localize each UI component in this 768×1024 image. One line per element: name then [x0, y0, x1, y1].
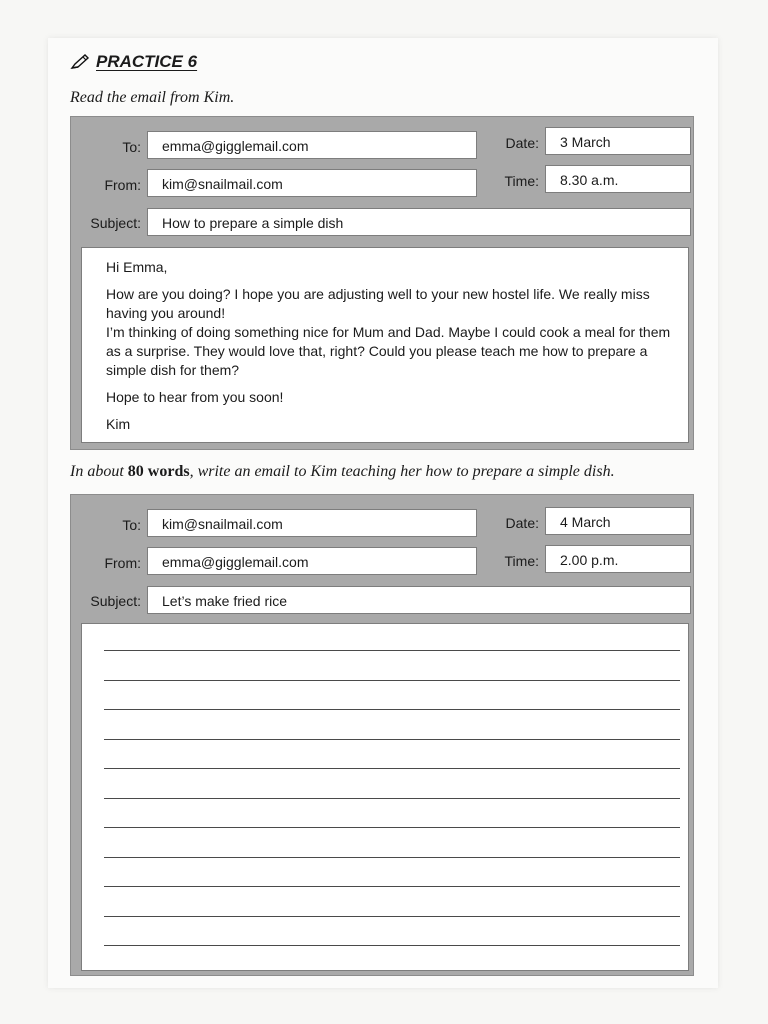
- date-label: Date:: [505, 135, 539, 151]
- word-count: 80 words: [127, 463, 190, 480]
- from-field: kim@snailmail.com: [147, 169, 477, 197]
- pencil-icon: [70, 53, 90, 71]
- from-label: From:: [104, 555, 141, 571]
- answer-line: [104, 680, 680, 681]
- answer-line: [104, 739, 680, 740]
- practice-title: PRACTICE 6: [96, 52, 198, 71]
- email-kim-panel: [70, 116, 694, 450]
- answer-line: [104, 827, 680, 828]
- instruction-write: [70, 463, 615, 481]
- instruction-read: Read the email from Kim.: [70, 89, 235, 106]
- instruction-suffix: , write an email to Kim teaching her how to prepare a simple dish.: [189, 463, 615, 480]
- answer-line: [104, 650, 680, 651]
- answer-line: [104, 857, 680, 858]
- email-kim-body: [81, 247, 689, 443]
- to-field: emma@gigglemail.com: [147, 131, 477, 159]
- email-reply-panel: [70, 494, 694, 976]
- to-label: To:: [122, 139, 141, 155]
- greeting: Hi Emma,: [106, 259, 168, 275]
- subject-field: Let’s make fried rice: [147, 586, 691, 614]
- instruction-prefix: In about: [70, 463, 128, 480]
- to-field: kim@snailmail.com: [147, 509, 477, 537]
- practice-heading: [70, 52, 197, 72]
- subject-label: Subject:: [90, 593, 141, 609]
- date-field: 3 March: [545, 127, 691, 155]
- time-field: 2.00 p.m.: [545, 545, 691, 573]
- answer-line: [104, 945, 680, 946]
- subject-label: Subject:: [90, 215, 141, 231]
- time-field: 8.30 a.m.: [545, 165, 691, 193]
- date-label: Date:: [505, 515, 539, 531]
- answer-line: [104, 709, 680, 710]
- signature: Kim: [106, 416, 131, 432]
- answer-line: [104, 886, 680, 887]
- time-label: Time:: [504, 173, 539, 189]
- subject-field: How to prepare a simple dish: [147, 208, 691, 236]
- date-field: 4 March: [545, 507, 691, 535]
- answer-line: [104, 768, 680, 769]
- time-label: Time:: [504, 553, 539, 569]
- closing: Hope to hear from you soon!: [106, 389, 284, 405]
- body-paragraph: I’m thinking of doing something nice for Mum and Dad. Maybe I could cook a meal for them as a surprise. They would love that, right? Could you please teach me how to prepare a simple dish for them?: [106, 324, 671, 378]
- answer-line: [104, 916, 680, 917]
- answer-writing-area[interactable]: [81, 623, 689, 971]
- from-field: emma@gigglemail.com: [147, 547, 477, 575]
- answer-line: [104, 798, 680, 799]
- to-label: To:: [122, 517, 141, 533]
- from-label: From:: [104, 177, 141, 193]
- body-paragraph: How are you doing? I hope you are adjusting well to your new hostel life. We really miss having you around!: [106, 286, 650, 321]
